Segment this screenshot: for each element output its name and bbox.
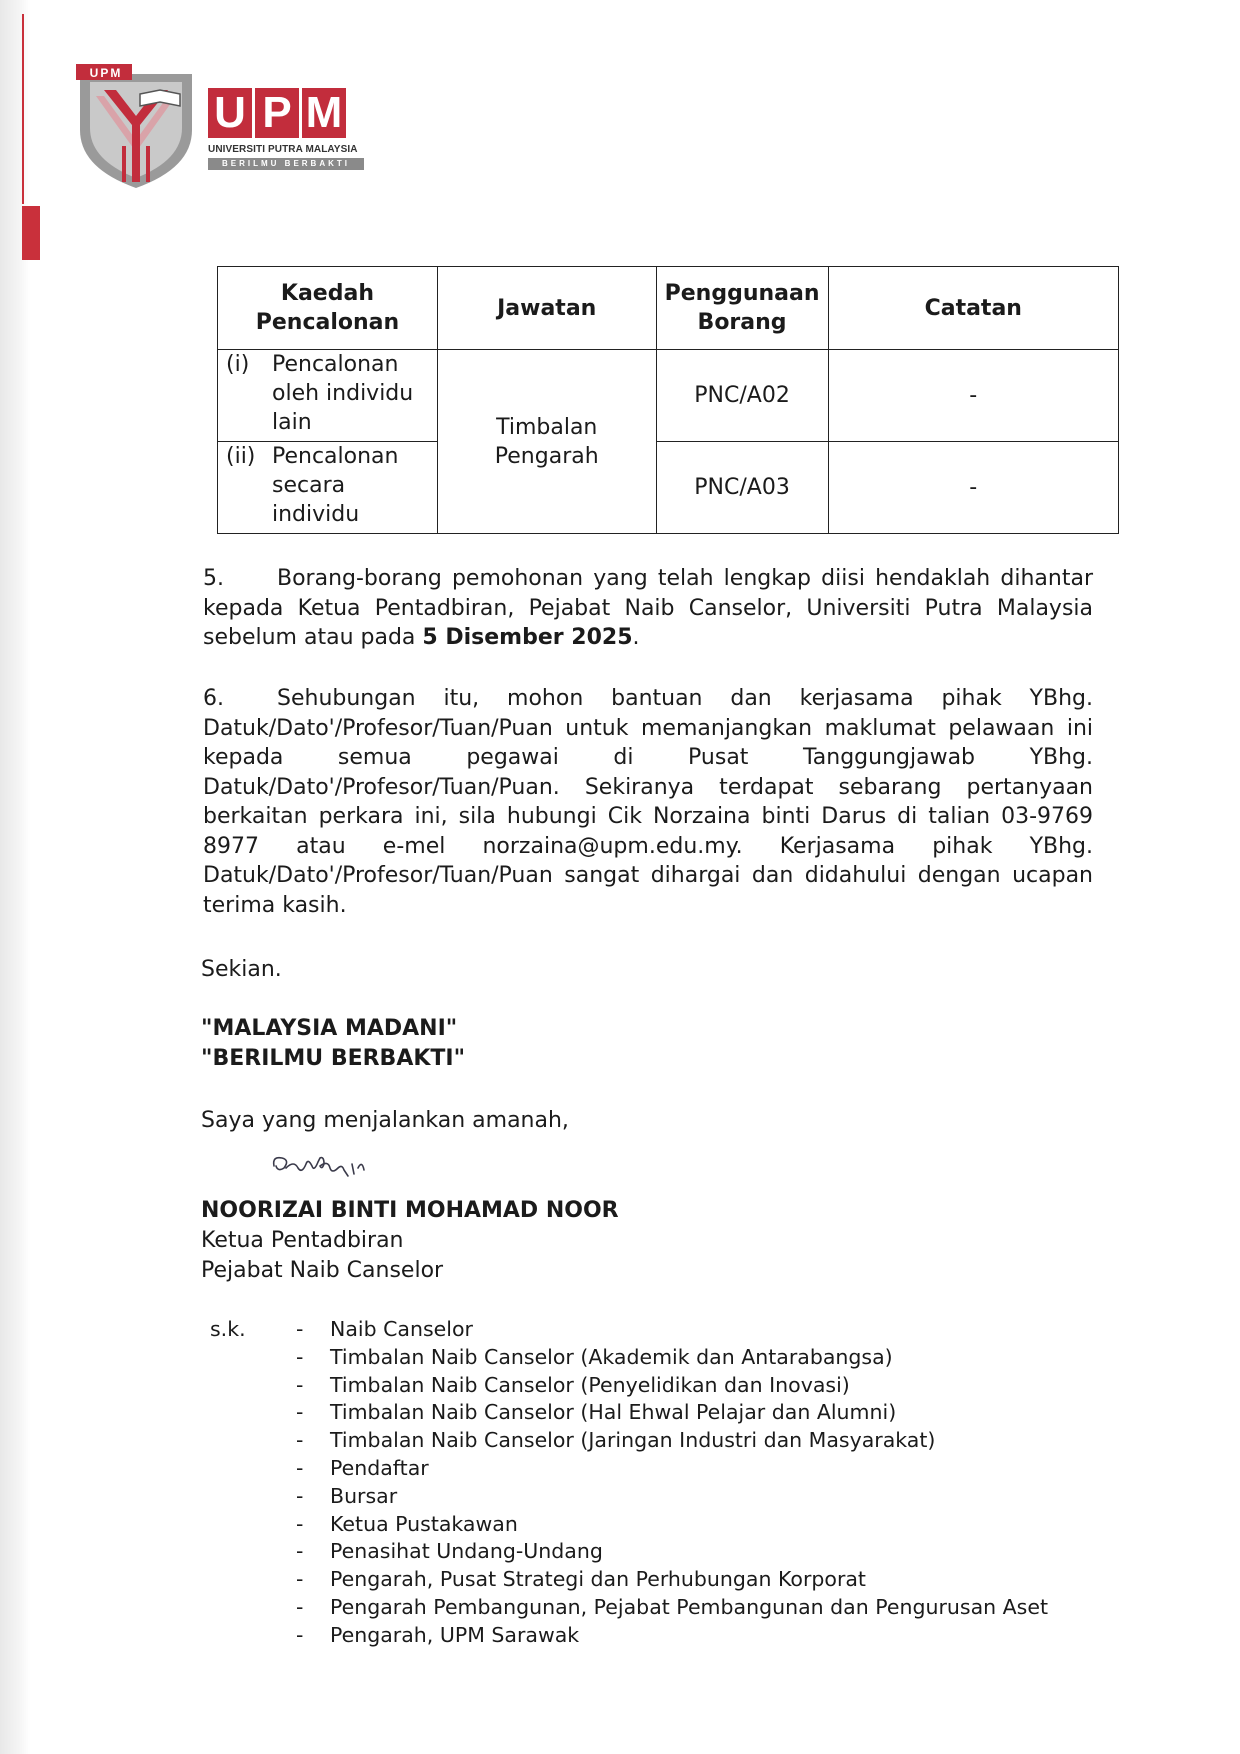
- list-item: - Penasihat Undang-Undang: [296, 1539, 603, 1564]
- slogan-berilmu: "BERILMU BERBAKTI": [201, 1046, 466, 1071]
- list-item: - Timbalan Naib Canselor (Akademik dan Antarabangsa): [296, 1344, 893, 1369]
- list-item: - Timbalan Naib Canselor (Penyelidikan dan Inovasi): [296, 1372, 850, 1397]
- note-cell: -: [828, 350, 1118, 442]
- list-item: - Ketua Pustakawan: [296, 1511, 518, 1536]
- motto-bar: BERILMU BERBAKTI: [208, 158, 364, 170]
- scan-left-edge: [0, 0, 30, 1754]
- list-item: - Pengarah, Pusat Strategi dan Perhubungan Korporat: [296, 1567, 866, 1592]
- trust-line: Saya yang menjalankan amanah,: [201, 1108, 569, 1133]
- paragraph-number: 6.: [203, 686, 224, 711]
- list-item: - Pengarah, UPM Sarawak: [296, 1622, 580, 1647]
- logo-badge-text: UPM: [89, 66, 123, 80]
- table-header-row: [218, 267, 1119, 350]
- header-jawatan: Jawatan: [437, 267, 656, 350]
- paragraph-text: Borang-borang pemohonan yang telah lengkap diisi hendaklah dihantar kepada Ketua Pentadbiran, Pejabat Naib Canselor, Universiti Putra Malaysia sebelum atau pada: [203, 566, 1093, 650]
- table-row: [218, 350, 1119, 442]
- paragraph-text: Sehubungan itu, mohon bantuan dan kerjasama pihak YBhg. Datuk/Dato'/Profesor/Tuan/Puan untuk memanjangkan maklumat pelawaan ini kepada semua pegawai di Pusat Tanggungjawab YBhg. Datuk/Dato'/Profesor/Tuan/Puan. Sekiranya terdapat sebarang pertanyaan berkaitan perkara ini, sila hubungi Cik Norzaina binti Darus di talian 03-9769 8977 atau e-mel norzaina@upm.edu.my. Kerjasama pihak YBhg. Datuk/Dato'/Profesor/Tuan/Puan sangat dihargai dan didahului dengan ucapan terima kasih.: [203, 686, 1093, 918]
- header-kaedah: Kaedah Pencalonan: [218, 267, 438, 350]
- signatory-title: Ketua Pentadbiran: [201, 1228, 404, 1253]
- closing-text: Sekian.: [201, 957, 282, 982]
- list-item: - Timbalan Naib Canselor (Jaringan Industri dan Masyarakat): [296, 1428, 936, 1453]
- method-text: Pencalonan secara individu: [272, 444, 399, 527]
- method-index: (ii): [226, 444, 256, 469]
- list-item: - Pengarah Pembangunan, Pejabat Pembangunan dan Pengurusan Aset: [296, 1594, 1049, 1619]
- table-row: [218, 442, 1119, 534]
- wordmark-letter: U: [208, 88, 252, 138]
- signature-icon: [268, 1146, 378, 1186]
- method-cell: [218, 442, 438, 534]
- slogan-madani: "MALAYSIA MADANI": [201, 1016, 458, 1041]
- signatory-office: Pejabat Naib Canselor: [201, 1258, 444, 1283]
- list-item: - Timbalan Naib Canselor (Hal Ehwal Pelajar dan Alumni): [296, 1400, 897, 1425]
- paragraph-5: [203, 564, 1093, 653]
- header-penggunaan: Penggunaan Borang: [656, 267, 828, 350]
- paragraph-number: 5.: [203, 566, 224, 591]
- method-text: Pencalonan oleh individu lain: [272, 352, 414, 435]
- header-catatan: Catatan: [828, 267, 1118, 350]
- paragraph-6: [203, 684, 1093, 920]
- upm-wordmark: [208, 88, 346, 140]
- list-item: - Bursar: [296, 1483, 398, 1508]
- wordmark-letter: P: [255, 88, 299, 138]
- method-index: (i): [226, 352, 250, 377]
- list-item: - Pendaftar: [296, 1455, 429, 1480]
- university-name: UNIVERSITI PUTRA MALAYSIA: [208, 144, 358, 155]
- cc-label: s.k.: [210, 1317, 246, 1341]
- wordmark-letter: M: [302, 88, 346, 138]
- jawatan-cell: Timbalan Pengarah: [437, 350, 656, 534]
- method-cell: [218, 350, 438, 442]
- letterhead-red-tab: [22, 206, 40, 260]
- signatory-name: NOORIZAI BINTI MOHAMAD NOOR: [201, 1198, 619, 1223]
- form-cell: PNC/A03: [656, 442, 828, 534]
- paragraph-end: .: [632, 625, 640, 650]
- upm-logo: [76, 60, 376, 200]
- form-cell: PNC/A02: [656, 350, 828, 442]
- note-cell: -: [828, 442, 1118, 534]
- letterhead-red-rule: [22, 14, 24, 204]
- list-item: - Naib Canselor: [296, 1317, 473, 1341]
- deadline-date: 5 Disember 2025: [422, 625, 633, 650]
- nomination-table: [217, 266, 1119, 534]
